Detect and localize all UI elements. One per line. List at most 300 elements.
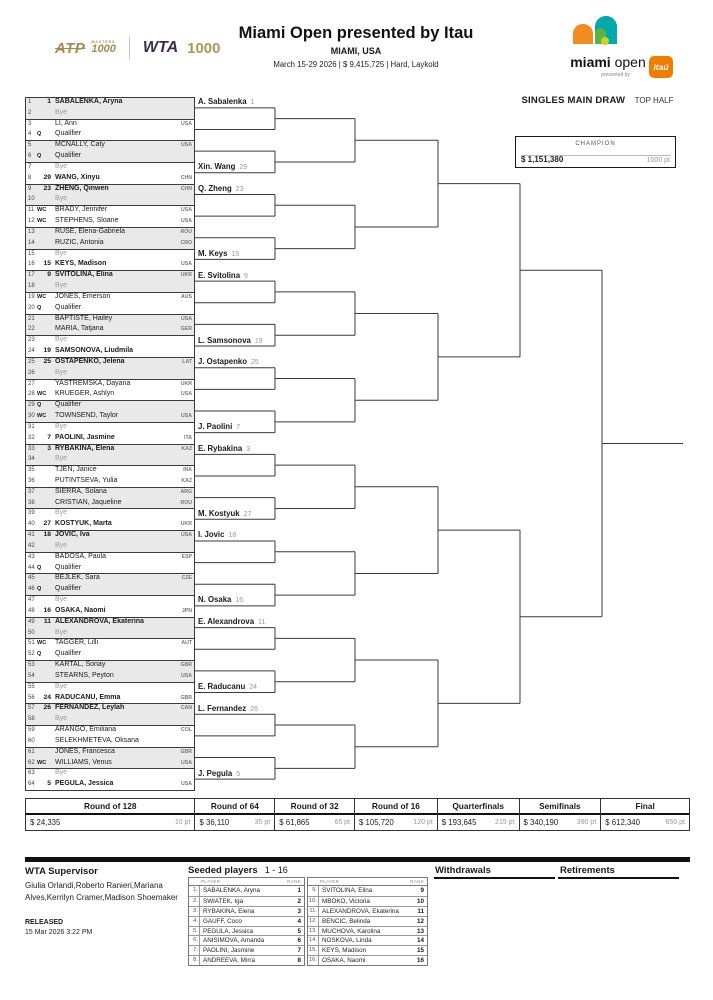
seed-table-rows xyxy=(188,886,305,966)
entry-row xyxy=(25,205,195,216)
round-prize: $ 24,335 xyxy=(30,818,61,827)
entry-country: KAZ xyxy=(181,445,192,452)
entry-player-name: Bye xyxy=(55,596,68,604)
entry-position: 53 xyxy=(28,662,35,669)
entry-row xyxy=(25,747,195,758)
entry-player-name: Bye xyxy=(55,628,68,636)
round64-winner-seed: 7 xyxy=(236,424,241,432)
entry-row xyxy=(25,758,195,769)
supervisor-line2: Alves,Kerrilyn Cramer,Madison Shoemaker xyxy=(25,892,178,902)
round64-winner: Q. Zheng 23 xyxy=(198,183,244,193)
entry-position: 34 xyxy=(28,456,35,463)
entry-row xyxy=(25,660,195,671)
round-label: Semifinals xyxy=(520,799,601,815)
entry-player-name: Bye xyxy=(55,682,68,690)
entry-row xyxy=(25,140,195,151)
seed-row xyxy=(308,916,427,926)
entry-tag: WC xyxy=(37,293,47,300)
seed-row-rank: 15 xyxy=(416,947,424,955)
entry-player-name: KRUEGER, Ashlyn xyxy=(55,390,115,398)
round64-winner-seed: 9 xyxy=(244,272,248,280)
seed-row-name: ALEXANDROVA, Ekaterina xyxy=(322,907,399,915)
entry-position: 43 xyxy=(28,553,35,560)
seed-row-number: 3. xyxy=(189,907,200,916)
atp-logo: ATP xyxy=(55,39,86,57)
entry-row xyxy=(25,736,195,747)
seed-row xyxy=(308,896,427,906)
atp-1000-logo: MASTERS 1000 xyxy=(91,39,116,56)
entry-position: 21 xyxy=(28,315,35,322)
entry-player-name: Qualifier xyxy=(55,563,82,571)
entry-row xyxy=(25,606,195,617)
round64-winner-seed: 23 xyxy=(235,185,244,193)
entry-tag: Q xyxy=(37,153,42,160)
entry-position: 38 xyxy=(28,499,35,506)
entry-position: 52 xyxy=(28,651,35,658)
entry-country: GBR xyxy=(180,748,192,755)
entry-country: UKR xyxy=(180,272,192,279)
entry-tag: WC xyxy=(37,218,47,225)
seed-row-name: ANISIMOVA, Amanda xyxy=(203,937,265,945)
entry-position: 33 xyxy=(28,445,35,452)
round-points: 650 pt xyxy=(665,819,685,826)
round64-winner: E. Rybakina 3 xyxy=(198,443,251,453)
entry-tag: Q xyxy=(37,304,42,311)
seed-row xyxy=(308,955,427,965)
seed-row-rank: 2 xyxy=(297,897,301,905)
entry-position: 20 xyxy=(28,304,35,311)
entry-row xyxy=(25,216,195,227)
entry-country: ROU xyxy=(180,228,192,235)
entry-row xyxy=(25,292,195,303)
entry-player-name: KARTAL, Sonay xyxy=(55,661,106,669)
round-prize: $ 36,110 xyxy=(199,818,230,827)
round-label: Round of 64 xyxy=(195,799,274,815)
seed-row-number: 6. xyxy=(189,936,200,945)
round-prize: $ 105,720 xyxy=(359,818,394,827)
event-city: MIAMI, USA xyxy=(330,46,382,56)
seed-row-name: RYBAKINA, Elena xyxy=(203,907,255,915)
entry-position: 16 xyxy=(28,261,35,268)
entry-player-name: SVITOLINA, Elina xyxy=(55,271,113,279)
round64-winner: J. Paolini 7 xyxy=(198,422,241,432)
entry-position: 63 xyxy=(28,770,35,777)
entry-player-name: MARIA, Tatjana xyxy=(55,325,104,333)
seed-row xyxy=(189,955,304,965)
entry-row xyxy=(25,454,195,465)
round-label: Round of 32 xyxy=(275,799,354,815)
entry-player-name: JOVIC, Iva xyxy=(55,531,90,539)
entry-position: 13 xyxy=(28,228,35,235)
entry-row xyxy=(25,368,195,379)
seed-row-name: OSAKA, Naomi xyxy=(322,957,366,965)
entry-country: GER xyxy=(180,326,192,333)
entry-player-name: STEARNS, Peyton xyxy=(55,671,114,679)
entry-player-name: Bye xyxy=(55,336,68,344)
round-points: 390 pt xyxy=(576,819,597,826)
seeded-table-right xyxy=(307,877,428,966)
round64-winner-seed: 16 xyxy=(235,597,244,605)
seed-row-number: 8. xyxy=(189,956,200,965)
entry-position: 40 xyxy=(28,521,35,528)
seed-row xyxy=(189,926,304,936)
entry-position: 64 xyxy=(28,781,35,788)
event-details: March 15-29 2026 | $ 9,415,725 | Hard, Laykold xyxy=(273,60,439,69)
seed-row-name: ANDREEVA, Mirra xyxy=(203,957,256,965)
footer-divider-bar xyxy=(25,857,690,862)
seed-row-number: 4. xyxy=(189,917,200,926)
entry-player-name: SIERRA, Solana xyxy=(55,487,107,495)
entry-country: GBR xyxy=(180,694,192,701)
entry-position: 17 xyxy=(28,272,35,279)
entry-country: UKR xyxy=(180,380,192,387)
player-header: PLAYER xyxy=(320,879,340,884)
entry-position: 54 xyxy=(28,672,35,679)
seed-row-name: MUCHOVA, Karolina xyxy=(322,927,381,935)
prize-column xyxy=(438,799,520,830)
entry-row xyxy=(25,465,195,476)
entry-player-name: RYBAKINA, Elena xyxy=(55,444,115,452)
entry-country: USA xyxy=(181,759,192,766)
entry-row xyxy=(25,379,195,390)
seed-row xyxy=(189,916,304,926)
entry-country: USA xyxy=(181,261,192,268)
entry-position: 14 xyxy=(28,239,35,246)
entry-position: 28 xyxy=(28,391,35,398)
entry-player-name: Bye xyxy=(55,249,68,257)
prize-points-table xyxy=(25,798,690,831)
entry-seed: 24 xyxy=(43,693,51,701)
entry-country: COL xyxy=(181,727,192,734)
entry-row xyxy=(25,400,195,411)
entry-player-name: Qualifier xyxy=(55,401,82,409)
entry-country: USA xyxy=(181,218,192,225)
event-title: Miami Open presented by Itau xyxy=(238,24,474,42)
champion-points: 1000 pt xyxy=(646,157,670,164)
draw-title-half: TOP HALF xyxy=(634,96,674,105)
round64-winner-seed: 19 xyxy=(254,337,263,345)
retirements-underline xyxy=(558,877,679,879)
champion-label: CHAMPION xyxy=(575,141,616,147)
entry-country: ITA xyxy=(184,434,192,441)
entry-tag: Q xyxy=(37,131,42,138)
entry-country: USA xyxy=(181,142,192,149)
entry-position: 9 xyxy=(28,185,32,192)
round-points: 35 pt xyxy=(254,819,271,826)
entry-player-name: BEJLEK, Sara xyxy=(55,574,100,582)
seed-row-rank: 9 xyxy=(420,887,424,894)
entry-position: 60 xyxy=(28,737,35,744)
entry-player-name: MCNALLY, Caty xyxy=(55,141,105,149)
entry-position: 24 xyxy=(28,348,35,355)
entry-tag: Q xyxy=(37,564,42,571)
entry-position: 4 xyxy=(28,131,32,138)
round64-winner: E. Svitolina 9 xyxy=(198,270,248,280)
entry-position: 22 xyxy=(28,326,35,333)
seed-table-rows xyxy=(307,886,428,966)
entry-position: 29 xyxy=(28,402,35,409)
round64-winner-seed: 27 xyxy=(243,510,252,518)
entry-tag: WC xyxy=(37,207,47,214)
prize-column xyxy=(601,799,689,830)
entry-row xyxy=(25,357,195,368)
round-prize: $ 193,645 xyxy=(441,818,477,827)
entry-position: 59 xyxy=(28,727,35,734)
entry-position: 3 xyxy=(28,120,32,127)
round-prize: $ 612,340 xyxy=(605,818,640,827)
entry-position: 23 xyxy=(28,337,35,344)
entry-country: USA xyxy=(181,532,192,539)
seed-row-rank: 10 xyxy=(416,897,424,905)
entry-position: 39 xyxy=(28,510,35,517)
entry-player-name: WILLIAMS, Venus xyxy=(55,758,112,766)
entry-country: ARG xyxy=(180,488,192,495)
seed-row-name: KEYS, Madison xyxy=(322,947,367,955)
entry-player-name: PAOLINI, Jasmine xyxy=(55,433,115,441)
entry-row xyxy=(25,693,195,704)
seed-row-rank: 14 xyxy=(416,937,424,945)
entry-row xyxy=(25,303,195,314)
entry-position: 8 xyxy=(28,174,32,181)
itau-logo: itaú xyxy=(649,56,673,78)
seed-row-rank: 13 xyxy=(416,927,424,935)
seed-row-name: PEGULA, Jessica xyxy=(203,927,254,935)
entry-row xyxy=(25,324,195,335)
entry-row xyxy=(25,628,195,639)
entry-position: 31 xyxy=(28,423,35,430)
round-prize: $ 340,190 xyxy=(523,818,559,827)
seed-row-number: 12. xyxy=(308,917,317,924)
entry-seed: 26 xyxy=(43,704,51,712)
supervisor-line1: Giulia Orlandi,Roberto Ranieri,Mariana xyxy=(25,881,163,890)
round-values xyxy=(520,815,601,830)
seed-row-number: 5. xyxy=(189,927,200,936)
round64-winner-seed: 18 xyxy=(228,532,237,540)
round64-winner: E. Raducanu 24 xyxy=(198,682,258,692)
entry-row xyxy=(25,346,195,357)
entry-tag: Q xyxy=(37,402,42,409)
round64-winner: E. Alexandrova 11 xyxy=(198,617,266,627)
entry-position: 61 xyxy=(28,748,35,755)
entry-country: ROU xyxy=(180,499,192,506)
entry-player-name: LI, Ann xyxy=(55,119,77,127)
entry-row xyxy=(25,584,195,595)
entry-row xyxy=(25,476,195,487)
entry-player-name: RADUCANU, Emma xyxy=(55,693,121,701)
entry-row xyxy=(25,335,195,346)
entry-position: 2 xyxy=(28,109,32,116)
entry-seed: 9 xyxy=(47,271,51,279)
round-values xyxy=(438,815,519,830)
round64-winner: Xin. Wang 29 xyxy=(198,162,248,172)
entry-player-name: Bye xyxy=(55,715,68,723)
entry-tag: Q xyxy=(37,586,42,593)
entry-player-name: Bye xyxy=(55,282,68,290)
entry-player-name: Bye xyxy=(55,422,68,430)
round64-winner: M. Keys 15 xyxy=(198,248,240,258)
entry-country: USA xyxy=(181,781,192,788)
entry-position: 7 xyxy=(28,163,32,170)
entry-row xyxy=(25,119,195,130)
entry-player-name: TOWNSEND, Taylor xyxy=(55,412,119,420)
entry-position: 26 xyxy=(28,369,35,376)
entry-player-name: ALEXANDROVA, Ekaterina xyxy=(55,617,144,625)
entry-row xyxy=(25,270,195,281)
entry-seed: 18 xyxy=(43,531,51,539)
round-label: Quarterfinals xyxy=(438,799,519,815)
entry-player-name: Qualifier xyxy=(55,650,82,658)
entry-country: USA xyxy=(181,391,192,398)
entry-position: 19 xyxy=(28,293,35,300)
round64-winner-seed: 25 xyxy=(250,359,259,367)
round64-winner-seed: 26 xyxy=(250,705,258,713)
entry-row xyxy=(25,779,195,790)
entry-country: CAN xyxy=(180,705,192,712)
round64-winner-seed: 11 xyxy=(258,619,266,627)
entry-row xyxy=(25,433,195,444)
seed-row-name: SVITOLINA, Elina xyxy=(322,887,373,894)
round64-winner-seed: 1 xyxy=(250,99,255,107)
entry-player-name: OSTAPENKO, Jelena xyxy=(55,357,125,365)
entry-row xyxy=(25,552,195,563)
entry-player-name: ARANGO, Emiliana xyxy=(55,726,117,734)
entry-country: GBR xyxy=(180,662,192,669)
entry-player-name: BADOSA, Paula xyxy=(55,552,106,560)
entry-country: USA xyxy=(181,207,192,214)
entry-position: 45 xyxy=(28,575,35,582)
entry-row xyxy=(25,703,195,714)
seed-row xyxy=(189,906,304,916)
seed-row-number: 14. xyxy=(308,937,317,944)
entry-row xyxy=(25,227,195,238)
entry-position: 49 xyxy=(28,618,35,625)
presented-by-label: presented by xyxy=(601,72,630,78)
seed-row xyxy=(308,886,427,896)
entry-country: AUS xyxy=(181,293,192,300)
entry-position: 36 xyxy=(28,477,35,484)
round-values xyxy=(355,815,437,830)
round-label: Final xyxy=(601,799,689,815)
entry-player-name: PEGULA, Jessica xyxy=(55,780,114,788)
seed-row-number: 10. xyxy=(308,897,317,904)
player-header: PLAYER xyxy=(201,879,221,884)
entry-position: 44 xyxy=(28,564,35,571)
seed-table-header xyxy=(188,877,305,886)
seeded-range: 1 - 16 xyxy=(264,865,288,875)
entry-seed: 29 xyxy=(43,173,51,181)
entry-row xyxy=(25,498,195,509)
entry-row xyxy=(25,422,195,433)
round64-winner-seed: 15 xyxy=(231,250,240,258)
entry-country: JPN xyxy=(181,607,192,614)
entry-row xyxy=(25,97,195,108)
entry-country: INA xyxy=(183,467,192,474)
entry-tag: WC xyxy=(37,391,47,398)
entry-position: 15 xyxy=(28,250,35,257)
round-points: 65 pt xyxy=(334,819,351,826)
entry-row xyxy=(25,768,195,779)
entry-row xyxy=(25,725,195,736)
entry-row xyxy=(25,151,195,162)
miami-open-wordmark: miami open xyxy=(570,54,646,70)
seed-row-rank: 8 xyxy=(297,957,301,965)
entry-player-name: TJEN, Janice xyxy=(55,466,97,474)
seed-row-number: 9. xyxy=(308,886,319,896)
entry-position: 12 xyxy=(28,218,35,225)
seed-row-name: PAOLINI, Jasmine xyxy=(203,947,255,955)
round-label: Round of 16 xyxy=(355,799,437,815)
entry-player-name: RUZIC, Antonia xyxy=(55,238,104,246)
round-values xyxy=(601,815,689,830)
entry-player-name: Bye xyxy=(55,195,68,203)
round64-winner-seed: 24 xyxy=(249,684,258,692)
entry-player-name: BAPTISTE, Hailey xyxy=(55,314,113,322)
seed-row-rank: 7 xyxy=(297,947,301,955)
entry-position: 56 xyxy=(28,694,35,701)
round64-winner: J. Ostapenko 25 xyxy=(198,357,259,367)
seed-row-number: 2. xyxy=(189,897,200,906)
entry-player-name: Qualifier xyxy=(55,303,82,311)
round-values xyxy=(195,815,274,830)
seed-row-rank: 3 xyxy=(297,907,301,915)
entry-player-name: OSAKA, Naomi xyxy=(55,606,106,614)
seed-row-rank: 12 xyxy=(416,917,424,925)
supervisor-names xyxy=(25,880,185,903)
entry-row xyxy=(25,194,195,205)
round-values xyxy=(26,815,194,830)
entry-row xyxy=(25,259,195,270)
entry-player-name: FERNANDEZ, Leylah xyxy=(55,704,125,712)
entry-country: ESP xyxy=(181,553,192,560)
prize-column xyxy=(26,799,195,830)
entry-row xyxy=(25,249,195,260)
seed-row-rank: 4 xyxy=(297,917,301,925)
released-label: RELEASED xyxy=(25,919,64,926)
entry-row xyxy=(25,389,195,400)
entry-tag: WC xyxy=(37,413,47,420)
seed-row-rank: 16 xyxy=(416,957,424,965)
entry-seed: 19 xyxy=(43,347,51,355)
entry-position: 32 xyxy=(28,434,35,441)
entry-position: 58 xyxy=(28,716,35,723)
entry-player-name: KOSTYUK, Marta xyxy=(55,520,112,528)
entry-country: KAZ xyxy=(181,477,192,484)
entry-position: 35 xyxy=(28,467,35,474)
entry-position: 25 xyxy=(28,358,35,365)
entry-row xyxy=(25,314,195,325)
entry-row xyxy=(25,108,195,119)
entry-position: 51 xyxy=(28,640,35,647)
entry-player-name: WANG, Xinyu xyxy=(55,173,100,181)
seed-row xyxy=(189,935,304,945)
entry-position: 1 xyxy=(28,99,32,105)
round64-winner-seed: 3 xyxy=(246,445,251,453)
entry-country: CRO xyxy=(180,239,192,246)
prize-column xyxy=(355,799,438,830)
entry-player-name: Bye xyxy=(55,108,68,116)
entry-row xyxy=(25,649,195,660)
entry-country: USA xyxy=(181,315,192,322)
entry-row xyxy=(25,638,195,649)
entry-position: 10 xyxy=(28,196,35,203)
entry-position: 18 xyxy=(28,283,35,290)
entry-row xyxy=(25,444,195,455)
entry-position: 57 xyxy=(28,705,35,712)
entry-country: CHN xyxy=(180,185,192,192)
seed-row-number: 1. xyxy=(189,886,200,896)
seed-row-name: NOSKOVA, Linda xyxy=(322,937,372,945)
seed-row-number: 15. xyxy=(308,947,317,954)
